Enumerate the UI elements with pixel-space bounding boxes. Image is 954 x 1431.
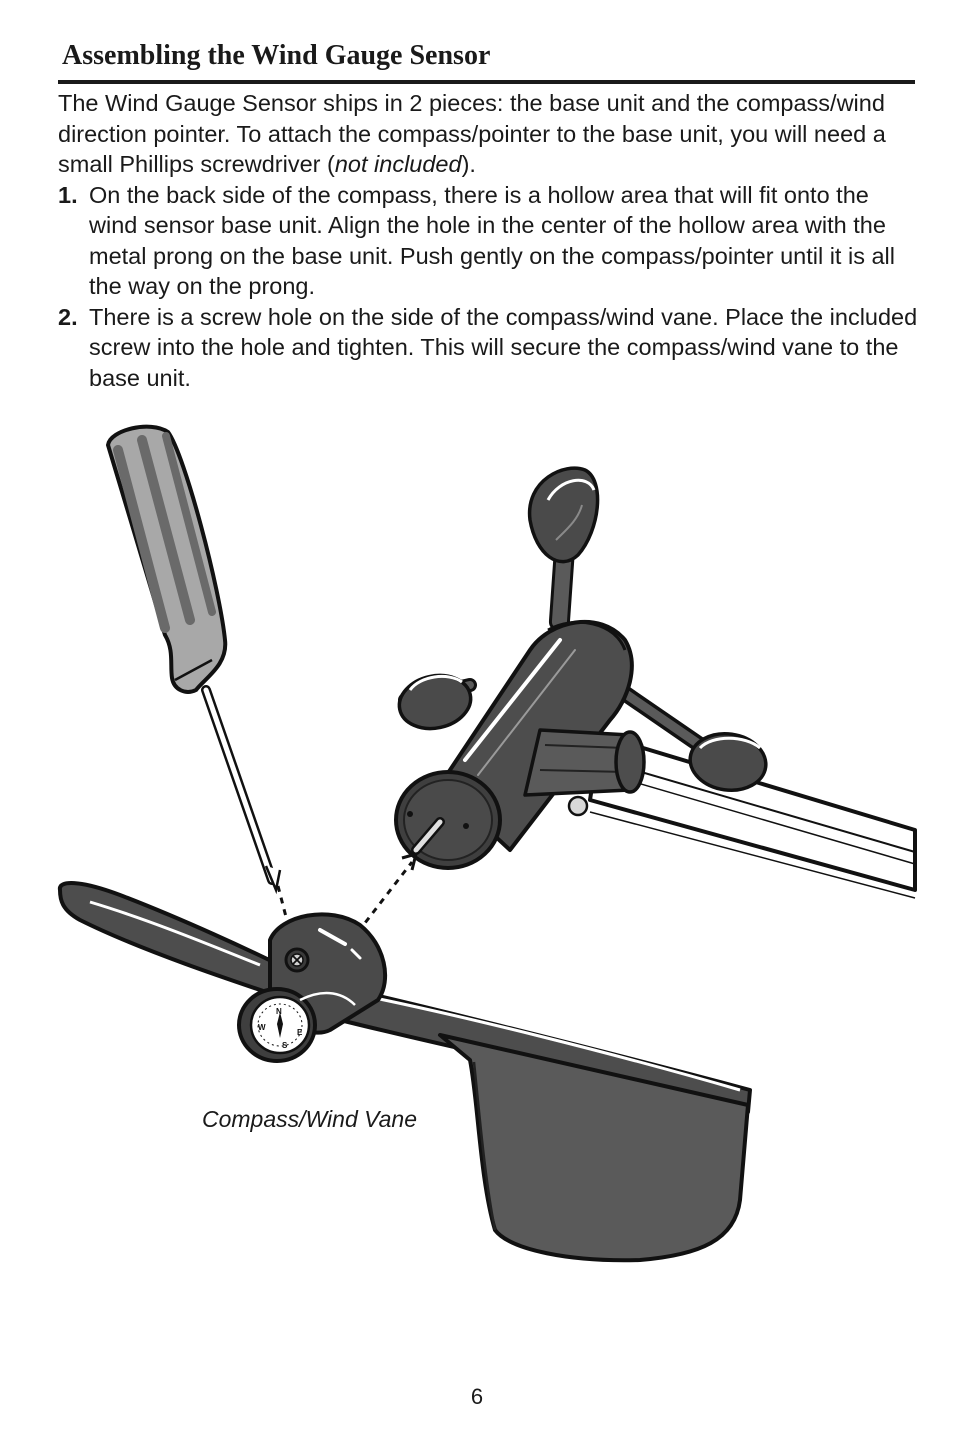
step-2-number: 2. <box>58 303 78 330</box>
intro-paragraph <box>58 88 918 180</box>
section-heading: Assembling the Wind Gauge Sensor <box>62 40 491 71</box>
screwdriver <box>108 427 280 890</box>
compass-north-letter: N <box>276 1007 282 1016</box>
intro-text-before: The Wind Gauge Sensor ships in 2 pieces: the base unit and the compass/wind direction pointer. To attach the compass/pointer to the base unit, you will need a small Phillips screwdriver ( <box>58 90 886 177</box>
compass-south-letter: S <box>282 1041 288 1050</box>
assembly-illustration <box>0 400 954 1300</box>
step-2 <box>58 302 918 394</box>
step-1 <box>58 180 918 302</box>
step-2-text: There is a screw hole on the side of the compass/wind vane. Place the included screw into the hole and tighten. This will secure the compass/wind vane to the base unit. <box>89 303 918 391</box>
compass-west-letter: W <box>258 1023 266 1032</box>
figure-caption: Compass/Wind Vane <box>202 1106 417 1132</box>
base-unit <box>396 622 644 868</box>
intro-text-after: ). <box>461 151 476 177</box>
instructions-body <box>58 88 918 393</box>
heading-rule <box>58 80 915 84</box>
compass-wind-vane <box>60 883 750 1260</box>
step-1-number: 1. <box>58 181 78 208</box>
step-1-text: On the back side of the compass, there is a hollow area that will fit onto the wind sensor base unit. Align the hole in the center of the hollow area with the metal prong on the base unit. Push gently on the compass/pointer until it is all the way on the prong. <box>89 181 895 299</box>
intro-emphasis: not included <box>334 151 462 177</box>
page-number: 6 <box>470 1384 484 1409</box>
compass-east-letter: E <box>297 1028 303 1037</box>
steps-list <box>58 180 918 394</box>
